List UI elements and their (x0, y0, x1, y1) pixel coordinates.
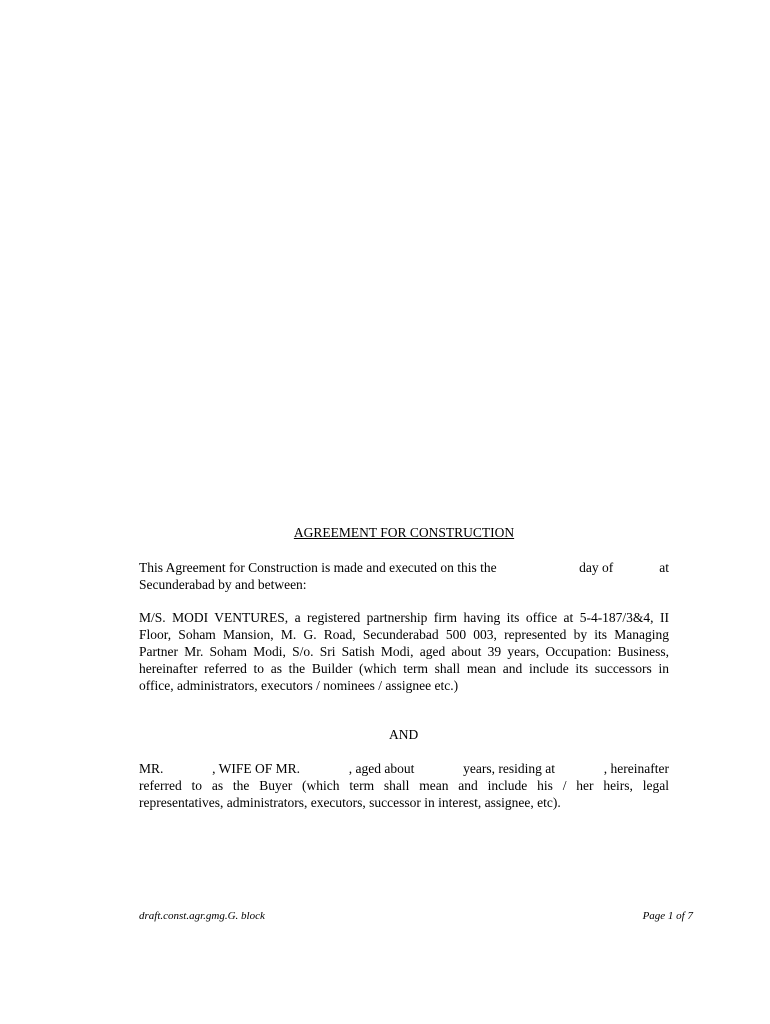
buyer-mr: MR. (139, 761, 164, 776)
intro-blanks (579, 559, 669, 576)
buyer-wife-of: , WIFE OF MR. (212, 761, 301, 776)
footer-file-name: draft.const.agr.gmg.G. block (139, 910, 265, 922)
at-label: at (659, 560, 669, 575)
buyer-residing: years, residing at (463, 761, 555, 776)
buyer-line-2 (139, 777, 669, 794)
buyer-hereinafter: , hereinafter (603, 761, 669, 776)
builder-line-5: office, administrators, executors / nominees / assignee etc.) (139, 678, 459, 693)
builder-text-2: Floor, Soham Mansion, M. G. Road, Secunderabad 500 003, represented by its Managing (139, 627, 669, 642)
intro-line-2: Secunderabad by and between: (139, 577, 307, 592)
buyer-paragraph (139, 760, 669, 811)
builder-text-3: Partner Mr. Soham Modi, S/o. Sri Satish Modi, aged about 39 years, Occupation: Business, (139, 644, 669, 659)
footer-page-number: Page 1 of 7 (642, 910, 693, 922)
buyer-aged: , aged about (348, 761, 415, 776)
builder-line-4 (139, 660, 669, 677)
document-title: AGREEMENT FOR CONSTRUCTION (293, 525, 515, 540)
intro-paragraph (139, 559, 669, 593)
builder-line-3 (139, 643, 669, 660)
builder-text-1: M/S. MODI VENTURES, a registered partnership firm having its office at 5-4-187/3&4, II (139, 610, 669, 625)
buyer-line-1 (139, 760, 669, 777)
builder-text-4: hereinafter referred to as the Builder (which term shall mean and include its successors in (139, 661, 669, 676)
buyer-line-3: representatives, administrators, executors, successor in interest, assignee, etc). (139, 795, 561, 810)
builder-paragraph (139, 609, 669, 694)
builder-line-1 (139, 609, 669, 626)
builder-line-2 (139, 626, 669, 643)
intro-line-1 (139, 559, 669, 576)
and-separator: AND (389, 727, 419, 742)
day-of-label: day of (579, 560, 614, 575)
buyer-text-2: referred to as the Buyer (which term shall mean and include his / her heirs, legal (139, 778, 669, 793)
intro-text: This Agreement for Construction is made and executed on this the (139, 560, 497, 575)
